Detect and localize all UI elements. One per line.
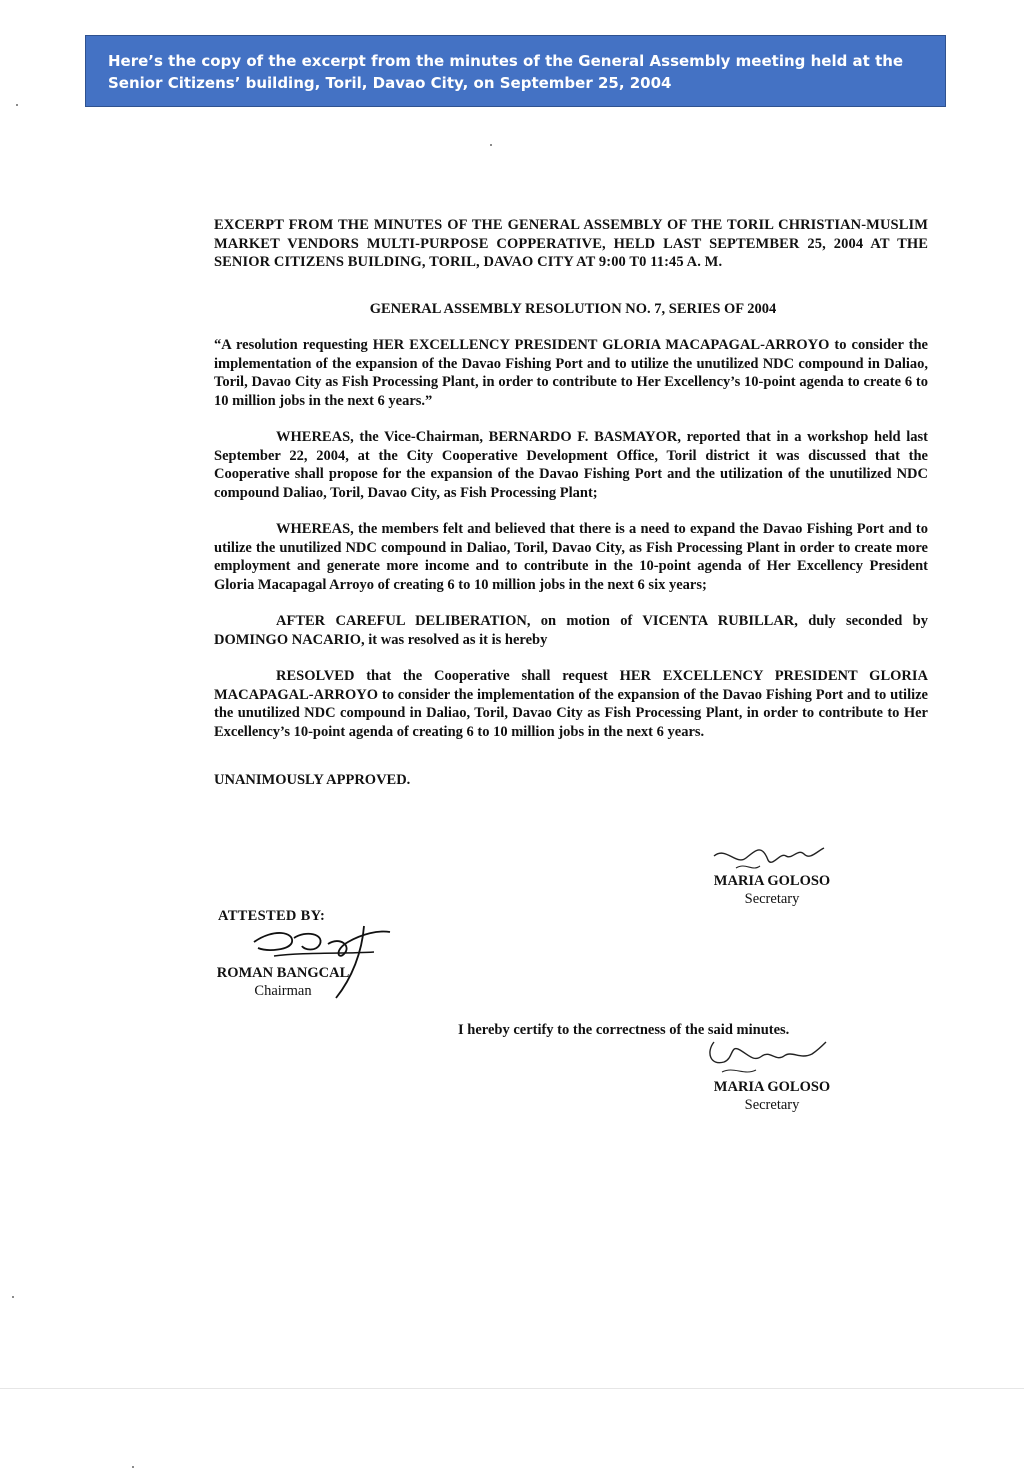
- resolution-summary: “A resolution requesting HER EXCELLENCY PRESIDENT GLORIA MACAPAGAL-ARROYO to consider the implementation of the expansion of the Davao Fishing Port and to utilize the unutilized NDC compound in Daliao, Toril, Davao City as Fish Processing Plant, in order to contribute to Her Excellency’s 10-point agenda to create 6 to 10 million jobs in the next 6 years.”: [214, 337, 928, 409]
- scan-speck: [132, 1466, 134, 1468]
- chairman-signature-block: [208, 964, 358, 1000]
- page-edge-line: [0, 1388, 1024, 1389]
- secretary-signature-block-1: [702, 872, 842, 908]
- whereas-paragraph-1: WHEREAS, the Vice-Chairman, BERNARDO F. BASMAYOR, reported that in a workshop held last September 22, 2004, at the City Cooperative Development Office, Toril district it was discussed that the Cooperative shall propose for the expansion of the Davao Fishing Port and the utilization of the unutilized NDC compound Daliao, Toril, Davao City, as Fish Processing Plant;: [214, 429, 928, 501]
- deliberation-paragraph: AFTER CAREFUL DELIBERATION, on motion of VICENTA RUBILLAR, duly seconded by DOMINGO NACARIO, it was resolved as it is hereby: [214, 613, 928, 648]
- resolution-title: GENERAL ASSEMBLY RESOLUTION NO. 7, SERIES OF 2004: [369, 300, 777, 317]
- secretary-name: MARIA GOLOSO: [713, 873, 831, 889]
- secretary-name: MARIA GOLOSO: [713, 1079, 831, 1095]
- caption-text: Here’s the copy of the excerpt from the minutes of the General Assembly meeting held at the Senior Citizens’ building, Toril, Davao City, on September 25, 2004: [108, 52, 904, 92]
- caption-banner: [85, 35, 946, 107]
- chairman-role: Chairman: [254, 983, 312, 999]
- secretary-role: Secretary: [744, 1097, 800, 1113]
- secretary-handwritten-signature-2: [700, 1032, 830, 1082]
- secretary-signature-block-2: [702, 1078, 842, 1114]
- scan-speck: [490, 144, 492, 146]
- secretary-role: Secretary: [744, 891, 800, 907]
- attested-by-label: ATTESTED BY:: [218, 908, 326, 924]
- chairman-name: ROMAN BANGCAL: [216, 965, 350, 981]
- resolved-paragraph: RESOLVED that the Cooperative shall request HER EXCELLENCY PRESIDENT GLORIA MACAPAGAL-ARROYO to consider the implementation of the expansion of the Davao Fishing Port and to utilize the unutilized NDC compound in Daliao, Toril, Davao City as Fish Processing Plant, in order to contribute to Her Excellency’s 10-point agenda of creating 6 to 10 million jobs in the next 6 years.: [214, 668, 928, 740]
- certification-statement: I hereby certify to the correctness of the said minutes.: [458, 1022, 790, 1038]
- approval-statement: UNANIMOUSLY APPROVED.: [214, 772, 411, 788]
- whereas-paragraph-2: WHEREAS, the members felt and believed that there is a need to expand the Davao Fishing Port and to utilize the unutilized NDC compound in Daliao, Toril, Davao City, as Fish Processing Plant in order to create more employment and generate more income and to contribute in the 10-point agenda of Her Excellency President Gloria Macapagal Arroyo of creating 6 to 10 million jobs in the next 6 six years;: [214, 521, 928, 593]
- minutes-document: [214, 216, 928, 790]
- scan-speck: [16, 104, 18, 106]
- scan-speck: [12, 1296, 14, 1298]
- document-heading: EXCERPT FROM THE MINUTES OF THE GENERAL ASSEMBLY OF THE TORIL CHRISTIAN-MUSLIM MARKET VENDORS MULTI-PURPOSE COPPERATIVE, HELD LAST SEPTEMBER 25, 2004 AT THE SENIOR CITIZENS BUILDING, TORIL, DAVAO CITY AT 9:00 T0 11:45 A. M.: [214, 217, 928, 270]
